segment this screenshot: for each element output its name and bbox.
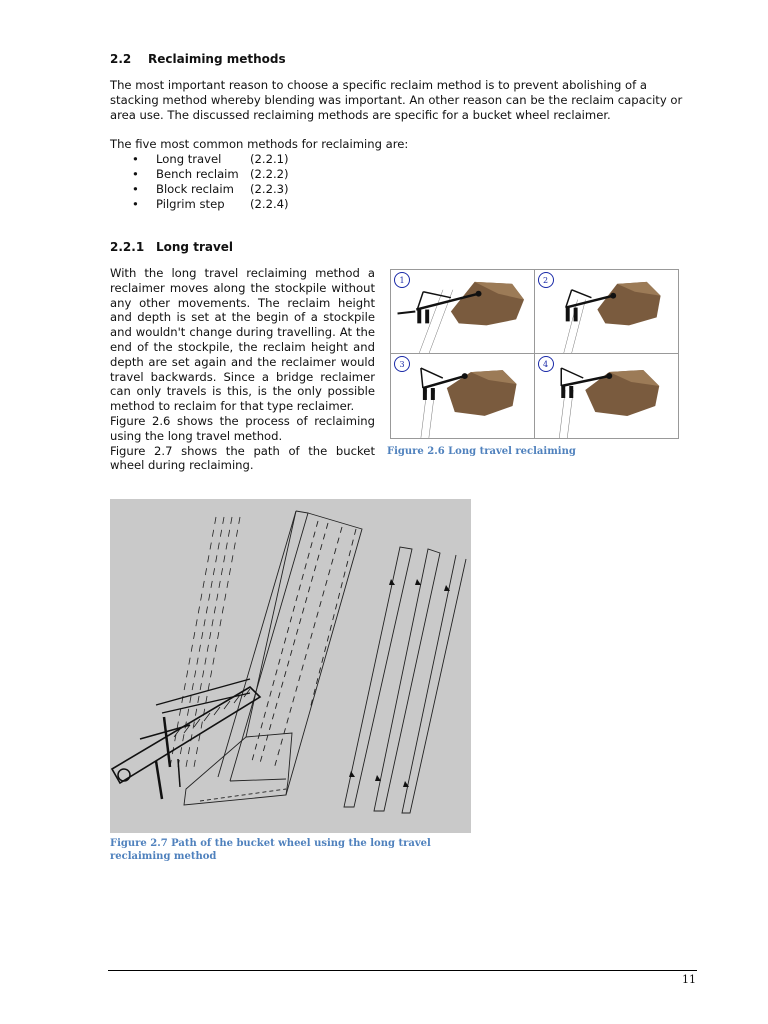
body-paragraph: Figure 2.6 shows the process of reclaiming using the long travel method. — [110, 413, 375, 443]
reclaimer-illustration — [391, 354, 534, 438]
bucket-wheel-path-illustration — [110, 499, 471, 833]
method-ref: (2.2.2) — [250, 167, 289, 181]
figure-panel-3 — [391, 354, 535, 438]
method-name: Bench reclaim — [156, 167, 239, 181]
subsection-number: 2.2.1 — [110, 240, 145, 254]
section-number: 2.2 — [110, 52, 132, 66]
figure-2-6 — [390, 269, 679, 439]
footer-rule — [108, 970, 697, 971]
method-ref: (2.2.1) — [250, 152, 289, 166]
list-item — [110, 182, 289, 197]
panel-number-badge: 3 — [394, 356, 410, 372]
method-name: Pilgrim step — [156, 197, 225, 211]
method-ref: (2.2.4) — [250, 197, 289, 211]
method-name: Block reclaim — [156, 182, 234, 196]
figure-2-7 — [110, 499, 471, 833]
page-number: 11 — [682, 973, 696, 986]
panel-number-badge: 4 — [538, 356, 554, 372]
subsection-body — [110, 266, 375, 473]
list-item — [110, 167, 289, 182]
subsection-title: Long travel — [156, 240, 234, 254]
body-paragraph: Figure 2.7 shows the path of the bucket wheel during reclaiming. — [110, 443, 375, 473]
reclaimer-illustration — [535, 270, 679, 353]
list-intro: The five most common methods for reclaiming are: — [110, 137, 409, 151]
reclaimer-illustration — [535, 354, 679, 438]
section-heading — [110, 52, 286, 66]
section-intro: The most important reason to choose a specific reclaim method is to prevent abolishing of a stacking method whereby blending was important. An other reason can be the reclaim capacity or area use. The discussed reclaiming methods are specific for a bucket wheel reclaimer. — [110, 78, 683, 122]
method-name: Long travel — [156, 152, 222, 166]
subsection-heading — [110, 240, 233, 254]
method-ref: (2.2.3) — [250, 182, 289, 196]
panel-number-badge: 2 — [538, 272, 554, 288]
figure-2-6-caption: Figure 2.6 Long travel reclaiming — [387, 446, 576, 457]
methods-list — [110, 152, 289, 212]
body-paragraph: With the long travel reclaiming method a reclaimer moves along the stockpile without any other movements. The reclaim height and depth is set at the begin of a stockpile and wouldn't change during travelling. At the end of the stockpile, the reclaim height and depth are set again and the reclaimer would travel backwards. Since a bridge reclaimer can only travels is this, is the only possible method to reclaim for that type reclaimer. — [110, 266, 375, 414]
figure-panel-4 — [535, 354, 679, 438]
section-title: Reclaiming methods — [148, 52, 286, 66]
figure-panel-1 — [391, 270, 535, 354]
reclaimer-illustration — [391, 270, 534, 353]
figure-2-7-caption: Figure 2.7 Path of the bucket wheel using the long travel reclaiming method — [110, 838, 431, 862]
panel-number-badge: 1 — [394, 272, 410, 288]
list-item — [110, 197, 289, 212]
list-item — [110, 152, 289, 167]
figure-panel-2 — [535, 270, 679, 354]
